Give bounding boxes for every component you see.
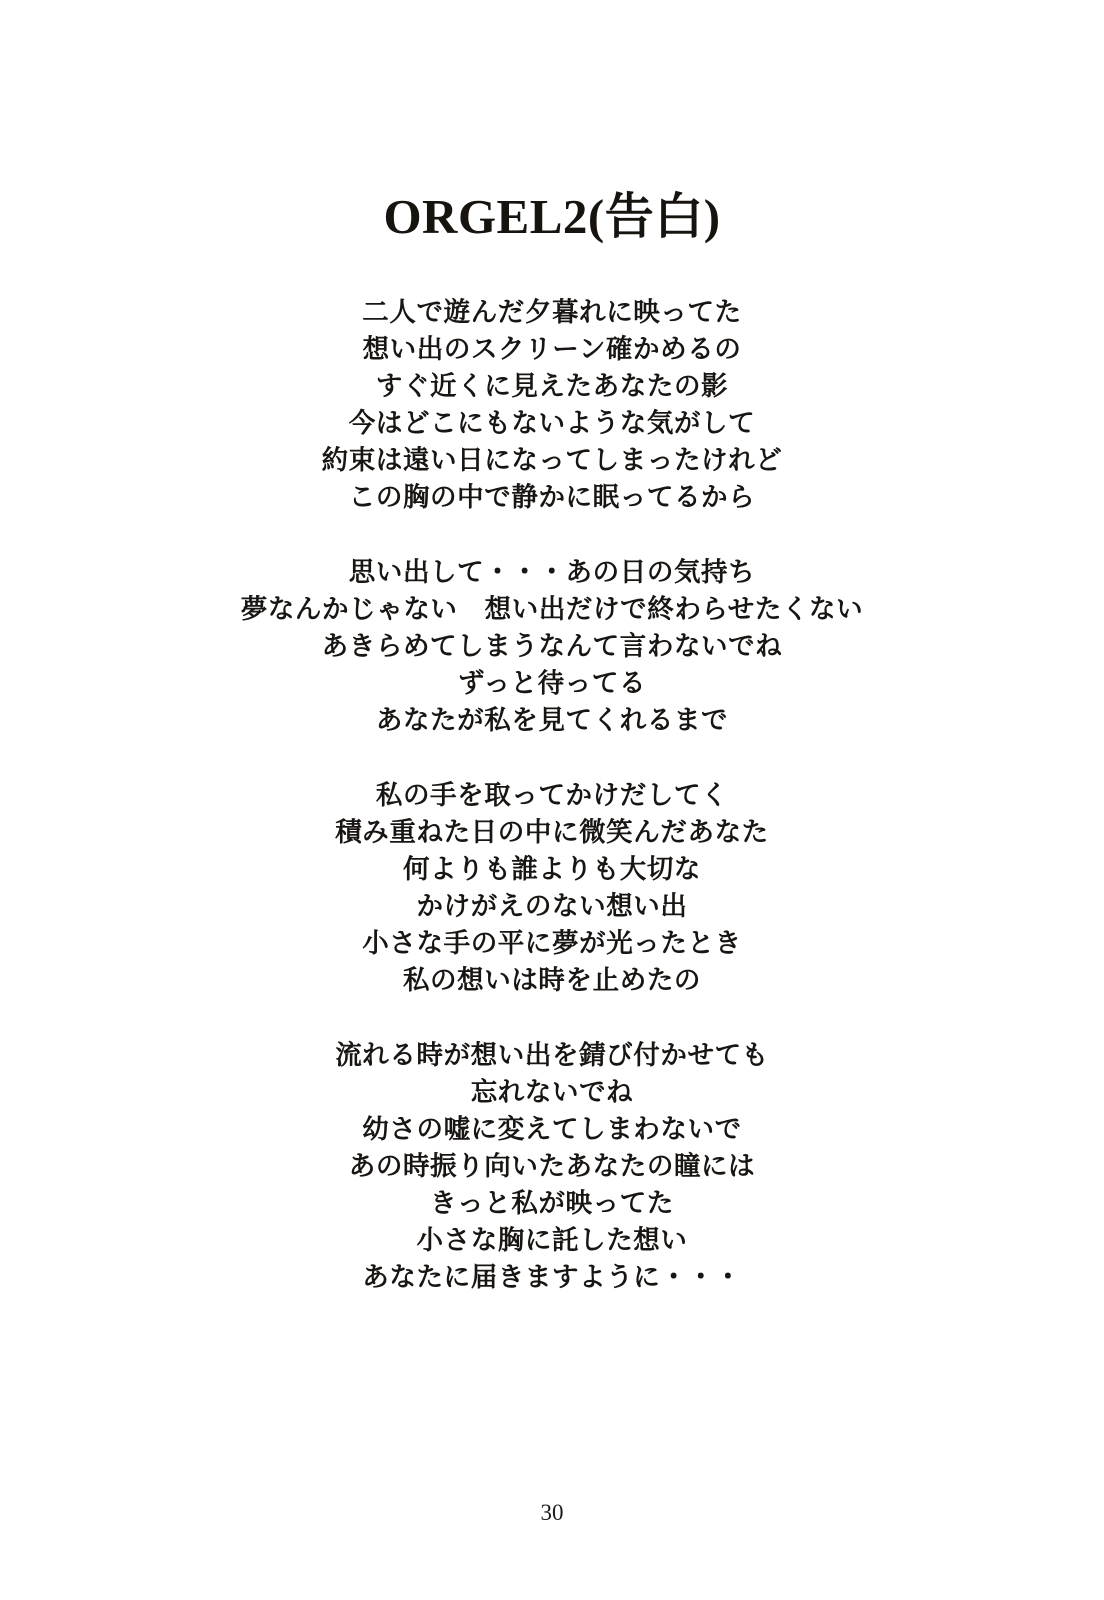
lyrics-line: 想い出のスクリーン確かめるの (362, 334, 742, 365)
lyrics-line: 思い出して・・・あの日の気持ち (348, 557, 756, 588)
lyrics-stanza (0, 1037, 1104, 1296)
lyrics-line: 積み重ねた日の中に微笑んだあなた (335, 817, 769, 848)
lyrics-body (0, 294, 1104, 1296)
lyrics-line: 流れる時が想い出を錆び付かせても (335, 1040, 769, 1071)
lyrics-stanza (0, 554, 1104, 739)
lyrics-line: 忘れないでね (470, 1077, 634, 1108)
lyrics-line: 今はどこにもないような気がして (348, 408, 756, 439)
page-number: 30 (540, 1500, 564, 1525)
lyrics-line: 私の想いは時を止めたの (402, 965, 702, 996)
lyrics-stanza (0, 294, 1104, 516)
lyrics-line: 私の手を取ってかけだしてく (375, 780, 729, 811)
lyrics-line: ずっと待ってる (457, 668, 647, 699)
lyrics-line: 幼さの嘘に変えてしまわないで (362, 1114, 742, 1145)
lyrics-line: 夢なんかじゃない 想い出だけで終わらせたくない (240, 594, 864, 625)
page-title: ORGEL2(告白) (383, 189, 721, 244)
lyrics-line: すぐ近くに見えたあなたの影 (375, 371, 729, 402)
lyrics-line: あなたが私を見てくれるまで (375, 705, 729, 736)
lyrics-line: きっと私が映ってた (430, 1188, 674, 1219)
lyrics-line: あの時振り向いたあなたの瞳には (348, 1151, 756, 1182)
lyrics-line: この胸の中で静かに眠ってるから (348, 482, 756, 513)
lyrics-stanza (0, 777, 1104, 999)
lyrics-line: 二人で遊んだ夕暮れに映ってた (362, 297, 742, 328)
lyrics-line: 小さな胸に託した想い (416, 1225, 688, 1256)
lyrics-line: 小さな手の平に夢が光ったとき (362, 928, 742, 959)
lyrics-line: 約束は遠い日になってしまったけれど (321, 445, 783, 476)
lyrics-line: あきらめてしまうなんて言わないでね (321, 631, 783, 662)
lyrics-line: あなたに届きますように・・・ (362, 1262, 742, 1293)
lyrics-line: 何よりも誰よりも大切な (402, 854, 702, 885)
lyrics-line: かけがえのない想い出 (416, 891, 688, 922)
